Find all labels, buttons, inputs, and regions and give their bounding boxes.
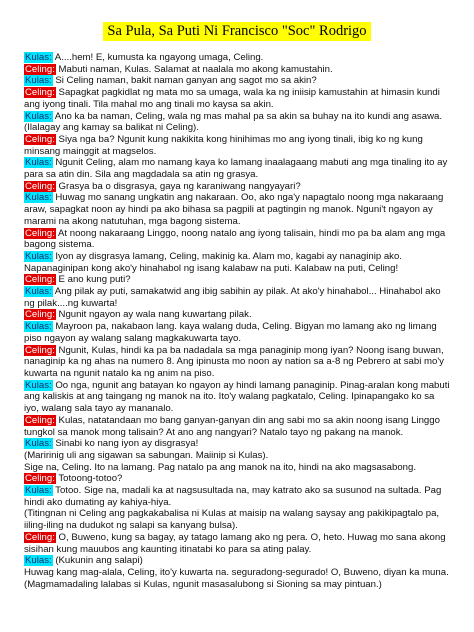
line-text: (Magmamadaling lalabas si Kulas, ngunit masasalubong si Sioning sa may pintuan.) bbox=[24, 578, 382, 590]
dialogue-line bbox=[24, 438, 450, 450]
speaker-label-kulas: Kulas: bbox=[25, 250, 52, 262]
line-text: Ang pilak ay puti, samakatwid ang ibig sabihin ay pilak. At ako'y hinahabol... Hinahabol ako ng pilak....ng kuwarta! bbox=[24, 286, 441, 309]
dialogue-line bbox=[24, 228, 450, 251]
dialogue-line bbox=[24, 286, 450, 309]
speaker-label-celing: Celing: bbox=[25, 473, 55, 485]
speaker-label-kulas: Kulas: bbox=[25, 192, 52, 204]
line-text: Ngunit ngayon ay wala nang kuwartang pilak. bbox=[55, 309, 252, 321]
dialogue-line bbox=[24, 111, 450, 123]
dialogue-line bbox=[24, 134, 450, 157]
speaker-label-kulas: Kulas: bbox=[25, 379, 52, 391]
speaker-label-kulas: Kulas: bbox=[25, 286, 52, 298]
line-text: Si Celing naman, bakit naman ganyan ang sagot mo sa akin? bbox=[52, 75, 317, 87]
speaker-label-kulas: Kulas: bbox=[25, 157, 52, 169]
dialogue-line bbox=[24, 87, 450, 110]
line-text: Totoo. Sige na, madali ka at nagsusultada na, may katrato ako sa susunod na sultada. Pag hindi ako dumating ay kahiya-hiya. bbox=[24, 485, 442, 508]
line-text: At noong nakaraang Linggo, noong natalo ang iyong talisain, hindi mo pa ba alam ang mga bagong sistema. bbox=[24, 227, 446, 251]
speaker-label-celing: Celing: bbox=[25, 227, 55, 239]
dialogue-line bbox=[24, 157, 450, 180]
line-text: Siya nga ba? Ngunit kung nakikita kong hinihimas mo ang iyong tinali, ibig ko ng kung minsang mainggit at magselos. bbox=[24, 133, 423, 157]
line-text: Ano ka ba naman, Celing, wala ng mas mahal pa sa akin sa buhay na ito kundi ang asawa. bbox=[52, 110, 442, 122]
line-text: Huwag kang mag-alala, Celing, ito'y kuwarta na. seguradong-segurado! O, Buweno, diyan ka muna. bbox=[24, 566, 449, 578]
dialogue-line bbox=[24, 75, 450, 87]
dialogue-line bbox=[24, 192, 450, 227]
line-text: Oo nga, ngunit ang batayan ko ngayon ay hindi lamang panaginip. Pinag-aralan kong mabuti ang kaliskis at ang taingang ng manok na ito. Ito'y walang pagkatalo, Celing. Ipinapangako ko sa iyo, walang sala tayo ay mananalo. bbox=[24, 379, 450, 415]
line-text: Sapagkat pagkidlat ng mata mo sa umaga, wala ka ng iniisip kamustahin at himasin kundi ang iyong tinali. Tila mahal mo ang tinali mo kaysa sa akin. bbox=[24, 87, 440, 110]
line-text: Sinabi ko nang iyon ay disgrasya! bbox=[52, 438, 199, 450]
dialogue-line bbox=[24, 321, 450, 344]
line-text: E ano kung puti? bbox=[55, 274, 131, 286]
line-text: (Kukunin ang salapi) bbox=[52, 555, 143, 567]
line-text: Ngunit, Kulas, hindi ka pa ba nadadala sa mga panaginip mong iyan? Noong isang buwan, nanaginip ka ng ahas na numero 8. Ang ipinusta mo noon ay nation sa a-8 ng Pebrero at sabi mo'y kuwarta na ngunit natalo ka ng anim na piso. bbox=[24, 344, 444, 379]
line-text: Kulas, natatandaan mo bang ganyan-ganyan din ang sabi mo sa akin noong isang Linggo tungkol sa manok mong talisain? At ano ang nangyari? Natalo tayo ng pakang na manok. bbox=[24, 414, 440, 438]
stage-direction bbox=[24, 450, 450, 462]
page-title: Sa Pula, Sa Puti Ni Francisco "Soc" Rodrigo bbox=[103, 22, 370, 41]
line-text: O, Buweno, kung sa bagay, ay tatago lamang ako ng pera. O, heto. Huwag mo sana akong sisihan kung mauubos ang kaunting itinatabi ko para sa ating palay. bbox=[24, 531, 446, 555]
speaker-label-celing: Celing: bbox=[25, 274, 55, 286]
speaker-label-kulas: Kulas: bbox=[25, 321, 52, 333]
line-text: Sige na, Celing. Ito na lamang. Pag natalo pa ang manok na ito, hindi na ako magsasabong. bbox=[24, 461, 417, 473]
dialogue-line bbox=[24, 345, 450, 380]
dialogue-line bbox=[24, 251, 450, 274]
dialogue-line bbox=[24, 64, 450, 76]
line-text: A....hem! E, kumusta ka ngayong umaga, Celing. bbox=[52, 52, 264, 63]
stage-direction bbox=[24, 462, 450, 474]
dialogue-line bbox=[24, 485, 450, 508]
speaker-label-celing: Celing: bbox=[25, 309, 55, 321]
speaker-label-celing: Celing: bbox=[25, 344, 55, 356]
line-text: Grasya ba o disgrasya, gaya ng karaniwang nangyayari? bbox=[55, 180, 301, 192]
speaker-label-celing: Celing: bbox=[25, 133, 55, 145]
speaker-label-celing: Celing: bbox=[25, 414, 55, 426]
line-text: Huwag mo sanang ungkatin ang nakaraan. Oo, ako nga'y napagtalo noong mga nakaraang araw, sapagkat noon ay hindi pa ako bihasa sa pagpili at pagtingin ng manok. Nguni't ngayon ay marami na akong natutuhan, mga bagong sistema. bbox=[24, 192, 444, 227]
speaker-label-celing: Celing: bbox=[25, 531, 55, 543]
speaker-label-celing: Celing: bbox=[25, 87, 55, 99]
speaker-label-kulas: Kulas: bbox=[25, 110, 52, 122]
speaker-label-kulas: Kulas: bbox=[25, 555, 52, 567]
line-text: (Maririnig uli ang sigawan sa sabungan. Maiinip si Kulas). bbox=[24, 449, 269, 461]
speaker-label-kulas: Kulas: bbox=[25, 485, 52, 497]
line-text: Mabuti naman, Kulas. Salamat at naalala mo akong kamustahin. bbox=[55, 63, 333, 75]
line-text: Iyon ay disgrasya lamang, Celing, makinig ka. Alam mo, kagabi ay nanaginip ako. Napanaginipan kong ako'y hinahabol ng isang kalabaw na puti. Kalabaw na puti, Celing! bbox=[24, 250, 402, 274]
stage-direction bbox=[24, 508, 450, 531]
dialogue-line bbox=[24, 473, 450, 485]
dialogue-line bbox=[24, 532, 450, 555]
dialogue-line bbox=[24, 274, 450, 286]
speaker-label-celing: Celing: bbox=[25, 63, 55, 75]
speaker-label-kulas: Kulas: bbox=[25, 52, 52, 63]
speaker-label-celing: Celing: bbox=[25, 180, 55, 192]
stage-direction bbox=[24, 122, 450, 134]
line-text: (Ilalagay ang kamay sa balikat ni Celing). bbox=[24, 122, 199, 134]
line-text: Totoong-totoo? bbox=[55, 473, 123, 485]
line-text: (Titingnan ni Celing ang pagkakabalisa ni Kulas at maisip na walang saysay ang pakikipagtalo pa, iiling-iling na dudukot ng salapi sa kanyang bulsa). bbox=[24, 508, 440, 532]
stage-direction bbox=[24, 567, 450, 579]
title-row bbox=[24, 22, 450, 44]
dialogue-line bbox=[24, 309, 450, 321]
dialogue-line bbox=[24, 415, 450, 438]
dialogue-line bbox=[24, 181, 450, 193]
dialogue-line bbox=[24, 380, 450, 415]
line-text: Mayroon pa, nakabaon lang. kaya walang duda, Celing. Bigyan mo lamang ako ng limang piso ngayon ay walang salang magkakuwarta tayo. bbox=[24, 321, 437, 344]
speaker-label-kulas: Kulas: bbox=[25, 75, 52, 87]
play-script bbox=[24, 52, 450, 590]
line-text: Ngunit Celing, alam mo namang kaya ko lamang inaalagaang mabuti ang mga tinaling ito ay para sa atin din. Sila ang magdadala sa atin ng grasya. bbox=[24, 157, 448, 181]
dialogue-line bbox=[24, 555, 450, 567]
stage-direction bbox=[24, 579, 450, 591]
dialogue-line bbox=[24, 52, 450, 64]
speaker-label-kulas: Kulas: bbox=[25, 438, 52, 450]
